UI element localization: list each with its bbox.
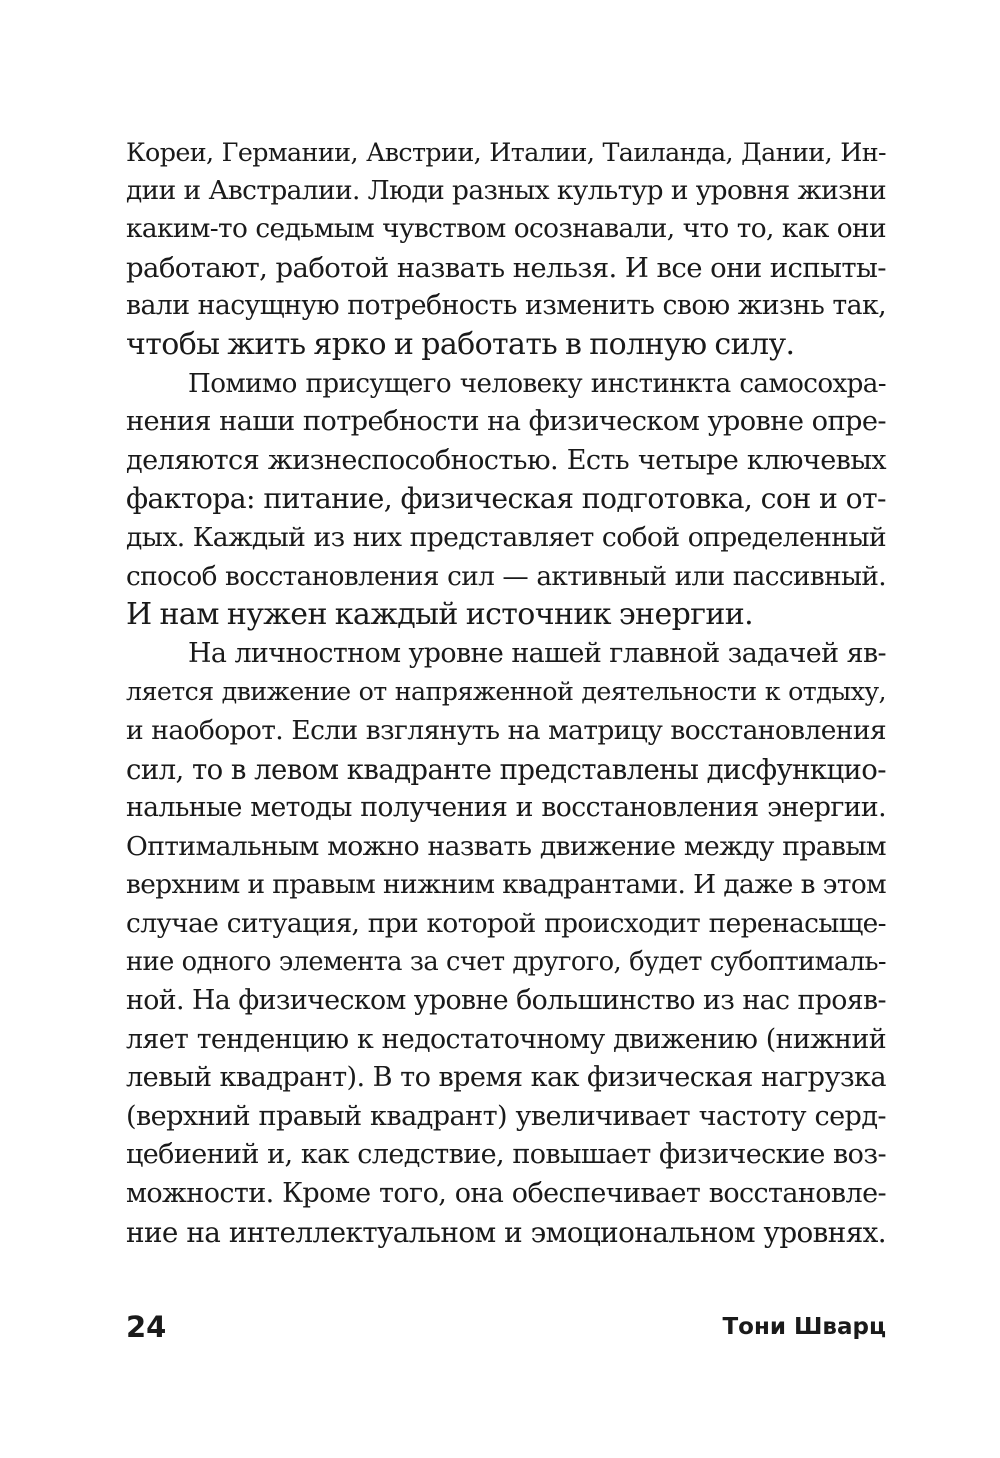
text-line: дии и Австралии. Люди разных культур и уровня жизни xyxy=(126,174,886,206)
body-text xyxy=(126,133,886,1252)
text-line: деляются жизнеспособностью. Есть четыре ключевых xyxy=(126,444,886,476)
paragraph-1 xyxy=(126,133,886,365)
text-line: И нам нужен каждый источник энергии. xyxy=(126,597,754,633)
text-line: вали насущную потребность изменить свою жизнь так, xyxy=(126,290,886,322)
text-line: и наоборот. Если взглянуть на матрицу восстановления xyxy=(126,714,886,746)
running-footer-author: Тони Шварц xyxy=(722,1314,886,1340)
text-line: цебиений и, как следствие, повышает физические воз- xyxy=(126,1139,886,1171)
text-line: Кореи, Германии, Австрии, Италии, Таиланда, Дании, Ин- xyxy=(126,137,886,167)
text-line: нения наши потребности на физическом уровне опре- xyxy=(126,406,886,438)
text-line: нальные методы получения и восстановления энергии. xyxy=(126,792,886,824)
text-line: каким-то седьмым чувством осознавали, что то, как они xyxy=(126,214,886,245)
text-line: ляет тенденцию к недостаточному движению (нижний xyxy=(126,1023,886,1055)
text-line: левый квадрант). В то время как физическая нагрузка xyxy=(126,1062,886,1094)
text-line: работают, работой назвать нельзя. И все они испыты- xyxy=(126,251,886,284)
text-line: верхним и правым нижним квадрантами. И даже в этом xyxy=(126,870,886,901)
paragraph-2 xyxy=(126,365,886,635)
text-line: чтобы жить ярко и работать в полную силу. xyxy=(126,326,795,362)
text-line: (верхний правый квадрант) увеличивает частоту серд- xyxy=(126,1100,886,1132)
text-line: можности. Кроме того, она обеспечивает восстановле- xyxy=(126,1178,886,1210)
text-line: ние на интеллектуальном и эмоциональном уровнях. xyxy=(126,1215,886,1249)
text-line: ляется движение от напряженной деятельности к отдыху, xyxy=(126,677,886,707)
paragraph-3 xyxy=(126,635,886,1253)
text-line: Оптимальным можно назвать движение между правым xyxy=(126,830,886,862)
text-line: случае ситуация, при которой происходит перенасыще- xyxy=(126,907,886,939)
text-line: Помимо присущего человеку инстинкта самосохра- xyxy=(188,368,886,399)
text-line: сил, то в левом квадранте представлены дисфункцио- xyxy=(126,753,886,786)
text-line: ние одного элемента за счет другого, будет субоптималь- xyxy=(126,947,886,978)
text-line: ной. На физическом уровне большинство из нас прояв- xyxy=(126,985,886,1017)
page-number: 24 xyxy=(126,1310,167,1344)
text-line: фактора: питание, физическая подготовка, сон и от- xyxy=(126,482,886,516)
text-line: способ восстановления сил — активный или пассивный. xyxy=(126,561,886,592)
text-line: дых. Каждый из них представляет собой определенный xyxy=(126,521,886,553)
page-footer xyxy=(126,1310,886,1350)
text-line: На личностном уровне нашей главной задачей яв- xyxy=(188,637,886,669)
